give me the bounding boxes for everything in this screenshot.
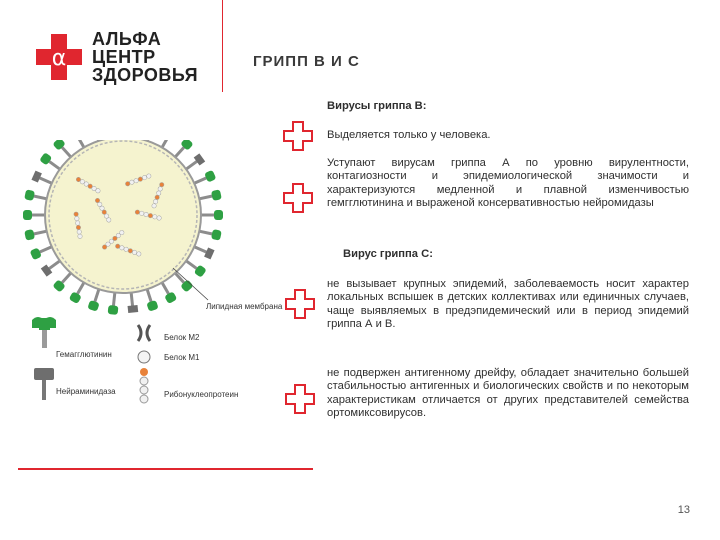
slide-title: ГРИПП В И С — [253, 53, 360, 70]
protein-m2-label: Белок M2 — [164, 333, 200, 342]
virus-b-point-2: Уступают вирусам гриппа А по уровню вирулентности, контагиозности и эпидемиологической значимости и характеризуются медленной и плавной изменчивостью гемгглютинина и выраженой консервативностью нейромидазы — [327, 157, 689, 210]
virus-b-heading: Вирусы гриппа В: — [327, 100, 427, 112]
protein-m1-label: Белок M1 — [164, 353, 200, 362]
page-number: 13 — [677, 504, 690, 516]
logo-alpha-glyph: α — [51, 46, 67, 71]
virus-b-point-1: Выделяется только у человека. — [327, 129, 491, 141]
cross-bullet-icon — [286, 290, 314, 318]
cross-bullet-icon — [284, 122, 312, 150]
logo-line-1: АЛЬФА — [92, 29, 162, 49]
virus-c-heading: Вирус гриппа С: — [343, 248, 433, 260]
cross-bullet-icon — [284, 184, 312, 212]
virus-c-point-1: не вызывает крупных эпидемий, заболеваемость носит характер локальных вспышек в детских коллективах или единичных случаев, чаще выявляемых в предэпидемический или в период эпидемий гриппа А и В. — [327, 278, 689, 331]
virus-c-point-2: не подвержен антигенному дрейфу, обладает значительно большей стабильностью антигенных и биологических свойств и по некоторым характеристикам отличается от других представителей семейства ортомиксовирусов. — [327, 367, 689, 420]
hemagglutinin-label: Гемагглютинин — [56, 350, 112, 359]
logo-line-3: ЗДОРОВЬЯ — [92, 65, 199, 85]
cross-bullet-icon — [286, 385, 314, 413]
logo-line-2: ЦЕНТР — [92, 47, 156, 67]
ribonucleoprotein-label: Рибонуклеопротеин — [164, 390, 239, 399]
neuraminidase-label: Нейраминидаза — [56, 387, 116, 396]
membrane-label: Липидная мембрана — [206, 302, 283, 311]
